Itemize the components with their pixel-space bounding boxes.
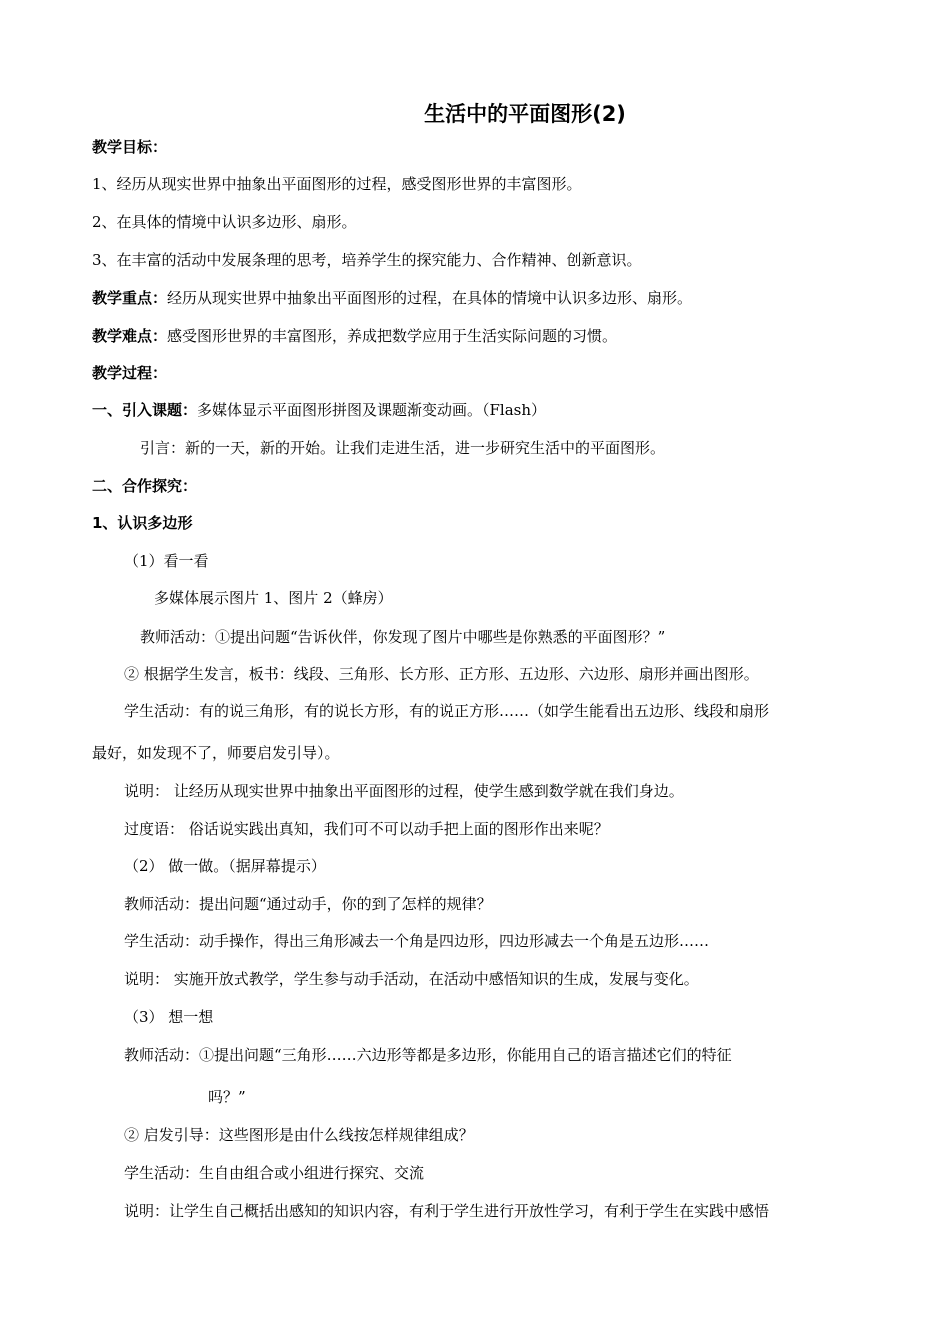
student-activity-2: 学生活动：动手操作，得出三角形减去一个角是四边形，四边形减去一个角是五边形…… — [124, 932, 710, 950]
teacher-activity-3b: 吗？” — [208, 1088, 246, 1106]
transition-line: 过度语： 俗话说实践出真知，我们可不可以动手把上面的图形作出来呢？ — [124, 820, 609, 838]
section-1-label: 一、引入课题： — [92, 401, 198, 419]
section-1 — [92, 400, 546, 420]
student-activity-1b: 最好，如发现不了，师要启发引导）。 — [92, 744, 340, 762]
teacher-activity-1b: ② 根据学生发言，板书：线段、三角形、长方形、正方形、五边形、六边形、扇形并画出图形。 — [124, 665, 759, 683]
key-point-label: 教学重点： — [92, 289, 168, 307]
document-title: 生活中的平面图形(2) — [424, 102, 626, 126]
note-3: 说明：让学生自己概括出感知的知识内容，有利于学生进行开放性学习，有利于学生在实践中感悟 — [124, 1202, 770, 1220]
student-activity-3: 学生活动：生自由组合或小组进行探究、交流 — [124, 1164, 425, 1182]
guide-line: ② 启发引导：这些图形是由什么线按怎样规律组成？ — [124, 1126, 474, 1144]
process-heading-text: 教学过程： — [92, 364, 168, 382]
key-point-text: 经历从现实世界中抽象出平面图形的过程，在具体的情境中认识多边形、扇形。 — [167, 289, 693, 307]
difficulty-text: 感受图形世界的丰富图形，养成把数学应用于生活实际问题的习惯。 — [167, 327, 618, 345]
show-line: 多媒体展示图片 1、图片 2（蜂房） — [154, 589, 393, 607]
section-2-heading-text: 二、合作探究： — [92, 477, 198, 495]
process-heading — [92, 363, 167, 383]
difficulty-label: 教学难点： — [92, 327, 168, 345]
note-1: 说明： 让经历从现实世界中抽象出平面图形的过程，使学生感到数学就在我们身边。 — [124, 782, 684, 800]
goals-heading-text: 教学目标： — [92, 138, 168, 156]
do-line: （2） 做一做。（据屏幕提示） — [124, 857, 326, 875]
teacher-activity-2: 教师活动：提出问题“通过动手，你的到了怎样的规律？ — [124, 895, 492, 913]
intro-line: 引言：新的一天，新的开始。让我们走进生活，进一步研究生活中的平面图形。 — [140, 439, 666, 457]
difficulty — [92, 326, 617, 346]
student-activity-1: 学生活动：有的说三角形，有的说长方形，有的说正方形……（如学生能看出五边形、线段和扇形 — [124, 702, 770, 720]
note-2: 说明： 实施开放式教学，学生参与动手活动，在活动中感悟知识的生成，发展与变化。 — [124, 970, 699, 988]
think-line: （3） 想一想 — [124, 1008, 214, 1026]
goal-3: 3、在丰富的活动中发展条理的思考，培养学生的探究能力、合作精神、创新意识。 — [92, 251, 642, 269]
key-point — [92, 288, 692, 308]
goal-2: 2、在具体的情境中认识多边形、扇形。 — [92, 213, 357, 231]
section-1-text: 多媒体显示平面图形拼图及课题渐变动画。（Flash） — [197, 401, 547, 419]
teacher-activity-1: 教师活动：①提出问题“告诉伙伴，你发现了图片中哪些是你熟悉的平面图形？” — [140, 628, 666, 646]
look-line: （1）看一看 — [124, 552, 209, 570]
goal-1: 1、经历从现实世界中抽象出平面图形的过程，感受图形世界的丰富图形。 — [92, 175, 582, 193]
goals-heading — [92, 137, 167, 157]
sub-1-heading-text: 1、认识多边形 — [92, 514, 193, 532]
section-2-heading — [92, 476, 197, 496]
sub-1-heading — [92, 513, 192, 533]
teacher-activity-3: 教师活动：①提出问题“三角形……六边形等都是多边形，你能用自己的语言描述它们的特征 — [124, 1046, 732, 1064]
